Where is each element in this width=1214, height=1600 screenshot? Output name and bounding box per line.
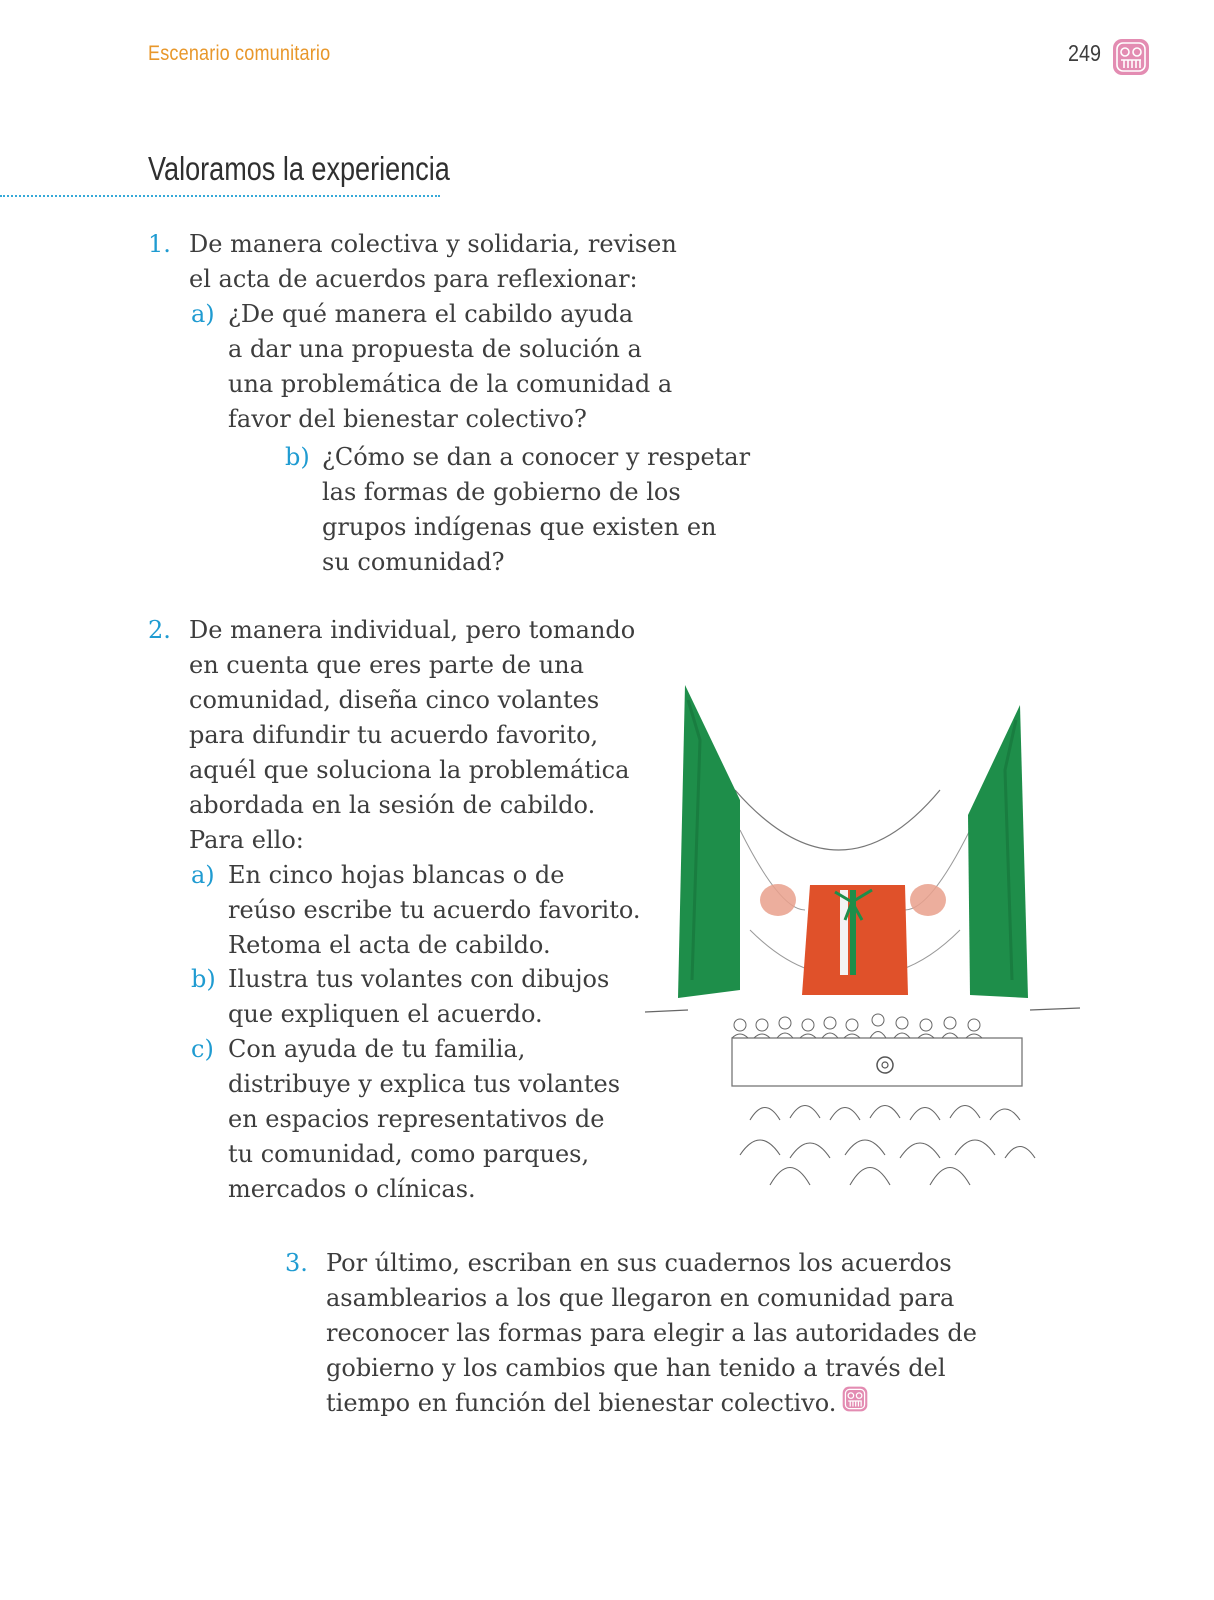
- subitem-text-line: ¿De qué manera el cabildo ayuda: [228, 300, 634, 328]
- subitem-text-line: una problemática de la comunidad a: [228, 370, 673, 398]
- item-text-line: abordada en la sesión de cabildo.: [189, 791, 596, 819]
- item-text-line: Por último, escriban en sus cuadernos los acuerdos: [326, 1249, 952, 1277]
- item-text-line: De manera colectiva y solidaria, revisen: [189, 230, 677, 258]
- item-text-line: comunidad, diseña cinco volantes: [189, 686, 600, 714]
- subitem-text-line: Con ayuda de tu familia,: [228, 1035, 526, 1063]
- title-dotted-rule: [0, 195, 440, 197]
- subitem-text-line: En cinco hojas blancas o de: [228, 861, 565, 889]
- subitem-text-line: en espacios representativos de: [228, 1105, 605, 1133]
- subitem-letter: b): [285, 443, 310, 471]
- subitem-letter: a): [191, 300, 215, 328]
- subitem-text-line: grupos indígenas que existen en: [322, 513, 717, 541]
- item-text-line: De manera individual, pero tomando: [189, 616, 636, 644]
- subitem-text-line: Retoma el acta de cabildo.: [228, 931, 551, 959]
- section-title: Valoramos la experiencia: [148, 150, 450, 187]
- item-text-line: gobierno y los cambios que han tenido a través del: [326, 1354, 946, 1382]
- subitem-text-line: su comunidad?: [322, 548, 505, 576]
- item-number: 1.: [148, 230, 171, 258]
- section-name: Escenario comunitario: [148, 42, 331, 65]
- subitem-text-line: a dar una propuesta de solución a: [228, 335, 642, 363]
- subitem-text-line: reúso escribe tu acuerdo favorito.: [228, 896, 641, 924]
- subitem-text-line: las formas de gobierno de los: [322, 478, 681, 506]
- subitem-text-line: ¿Cómo se dan a conocer y respetar: [322, 443, 751, 471]
- subitem-text-line: mercados o clínicas.: [228, 1175, 476, 1203]
- item-text-line: reconocer las formas para elegir a las autoridades de: [326, 1319, 977, 1347]
- item-text-line: el acta de acuerdos para reflexionar:: [189, 265, 638, 293]
- subitem-letter: c): [191, 1035, 214, 1063]
- item-text-line: tiempo en función del bienestar colectivo.: [326, 1389, 837, 1417]
- item-text-line: en cuenta que eres parte de una: [189, 651, 584, 679]
- item-text-line: para difundir tu acuerdo favorito,: [189, 721, 599, 749]
- cabildo-illustration: [640, 680, 1090, 1190]
- item-number: 3.: [285, 1249, 308, 1277]
- item-number: 2.: [148, 616, 171, 644]
- subitem-text-line: que expliquen el acuerdo.: [228, 1000, 543, 1028]
- subitem-text-line: favor del bienestar colectivo?: [228, 405, 587, 433]
- page-number: 249: [1068, 40, 1102, 66]
- subitem-text-line: distribuye y explica tus volantes: [228, 1070, 621, 1098]
- community-logo-icon: [1112, 38, 1150, 76]
- item-text-line: aquél que soluciona la problemática: [189, 756, 630, 784]
- item-text-line: Para ello:: [189, 826, 304, 854]
- subitem-letter: b): [191, 965, 216, 993]
- item-text-line: asamblearios a los que llegaron en comunidad para: [326, 1284, 955, 1312]
- end-logo-icon: [842, 1386, 868, 1412]
- subitem-text-line: Ilustra tus volantes con dibujos: [228, 965, 610, 993]
- subitem-text-line: tu comunidad, como parques,: [228, 1140, 590, 1168]
- subitem-letter: a): [191, 861, 215, 889]
